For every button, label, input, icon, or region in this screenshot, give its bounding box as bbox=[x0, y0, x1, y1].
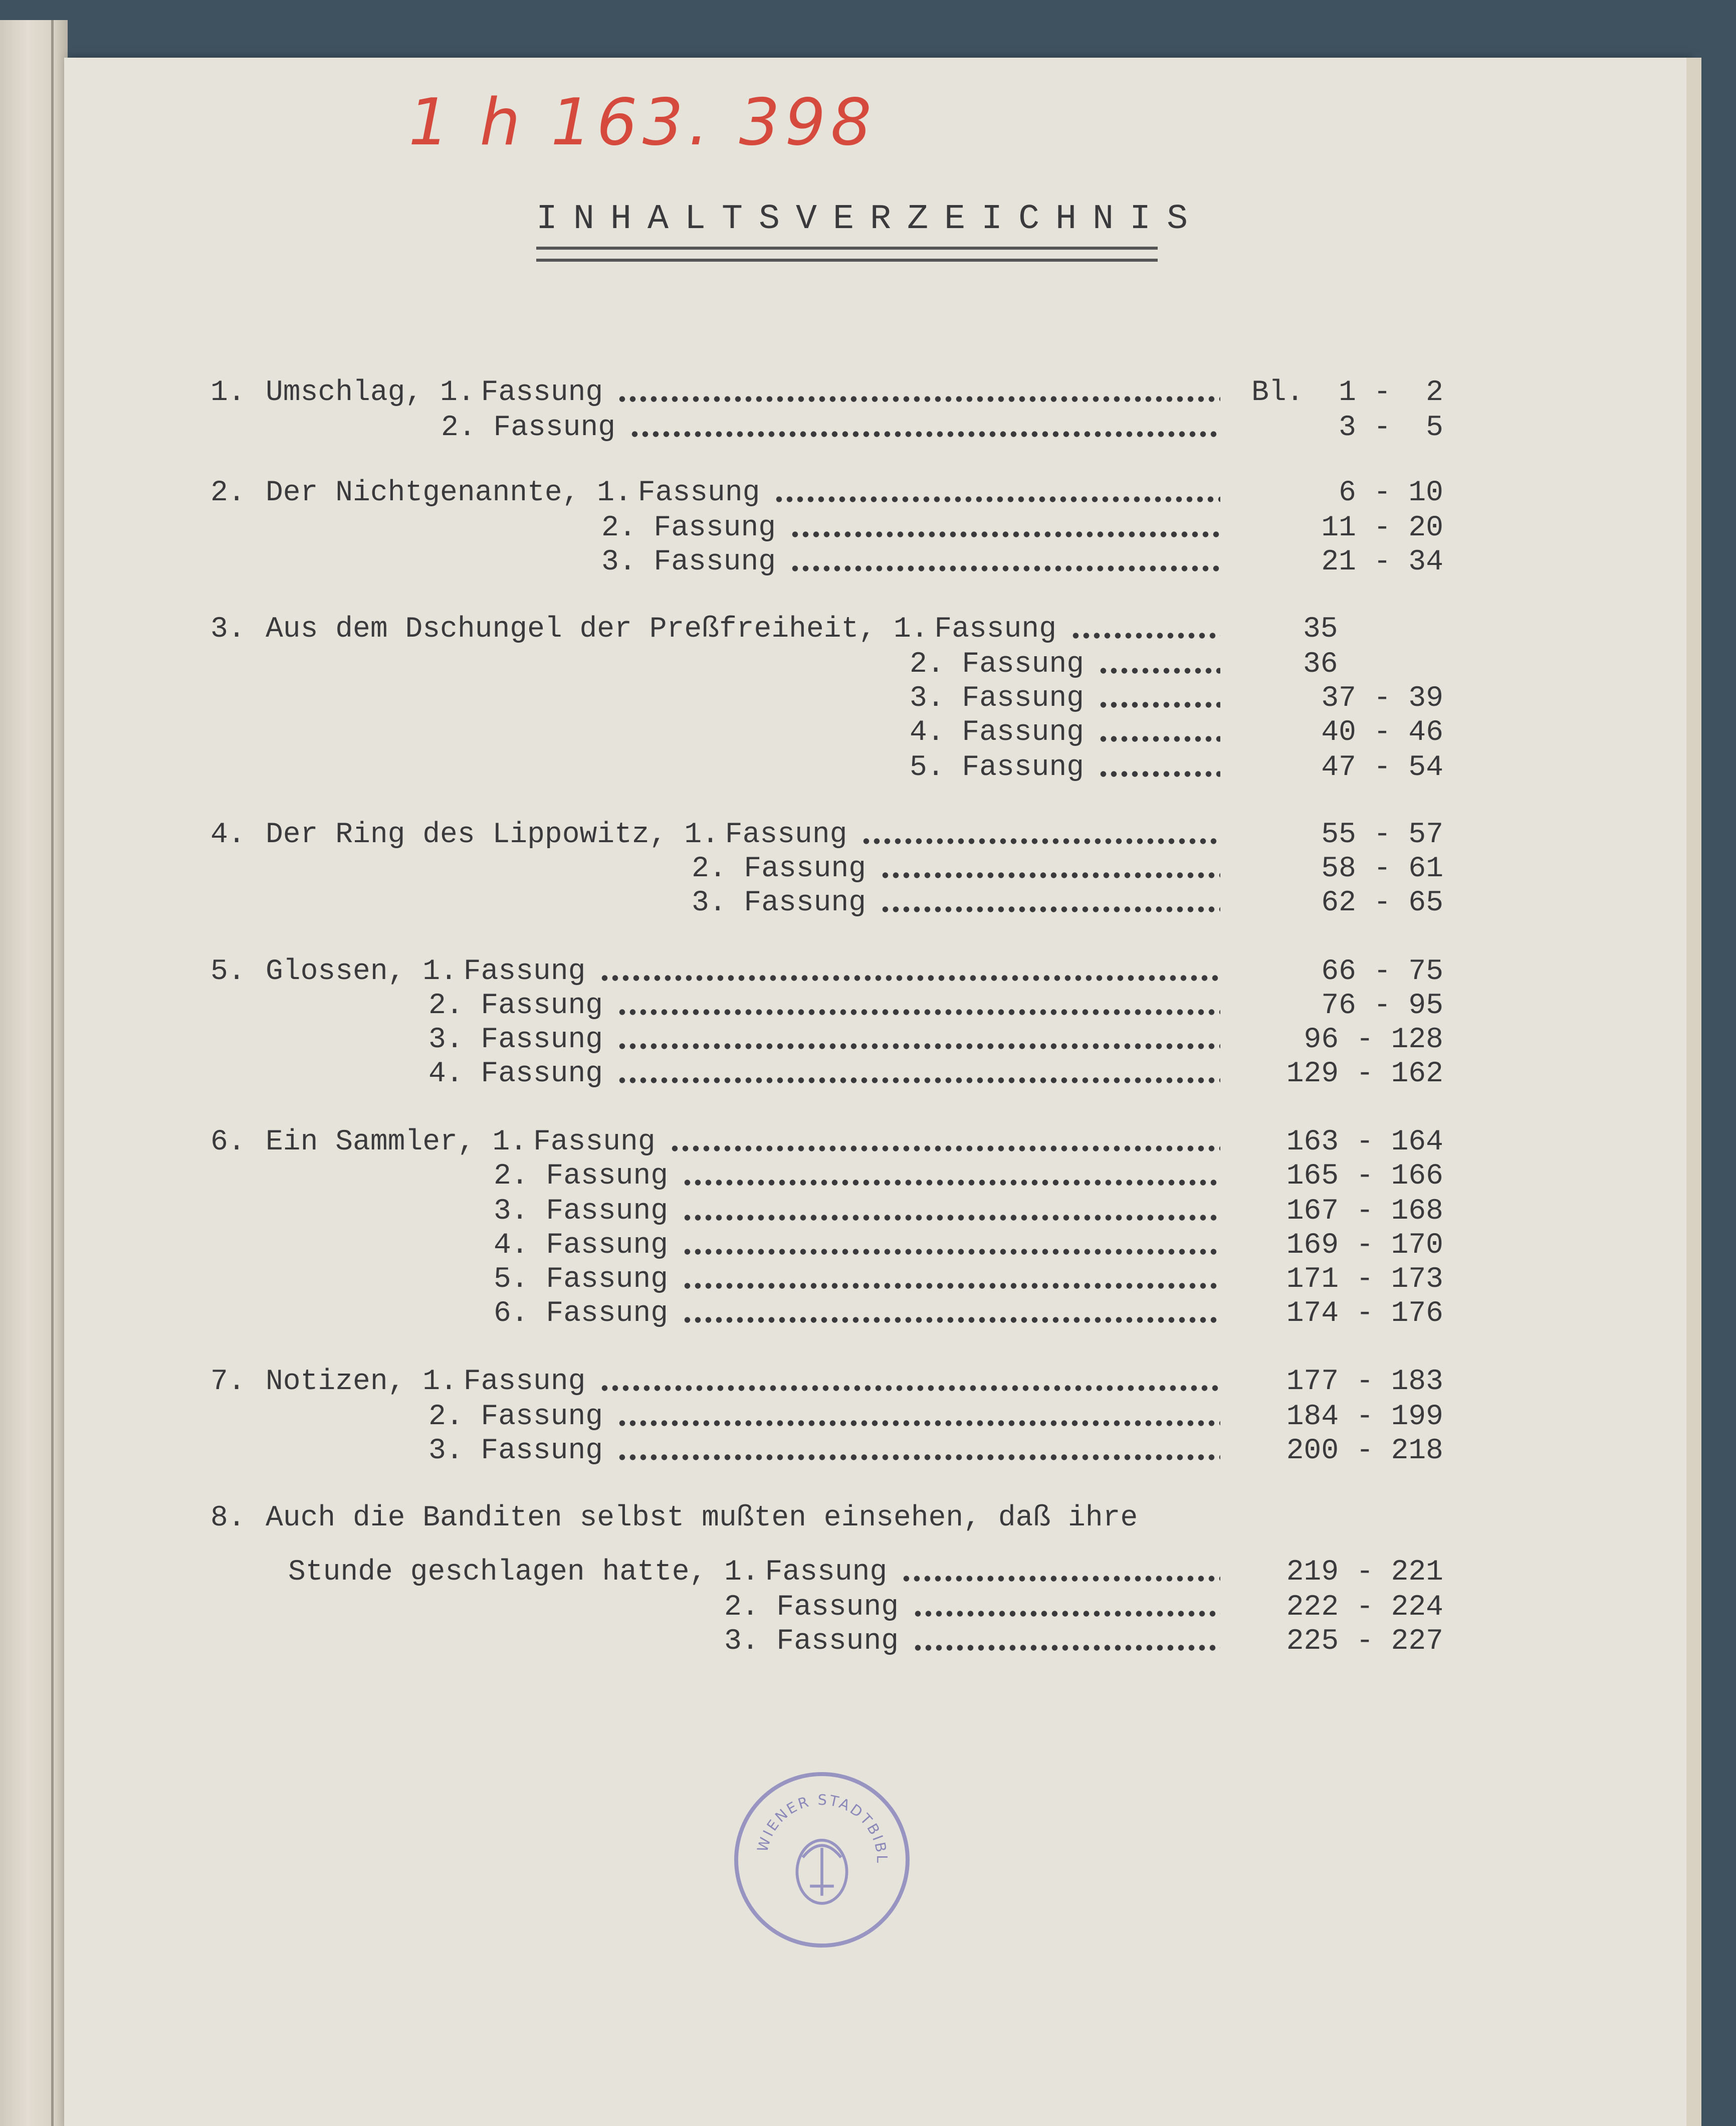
entry-version: 2. Fassung bbox=[724, 1591, 899, 1624]
dot-leader bbox=[617, 1454, 1220, 1461]
page-range: 3 - 5 bbox=[1339, 412, 1443, 444]
page-range: 55 - 57 bbox=[1321, 819, 1443, 851]
entry-version: 4. Fassung bbox=[428, 1058, 603, 1090]
page-range: 40 - 46 bbox=[1321, 716, 1443, 749]
dot-leader bbox=[617, 1420, 1220, 1427]
dot-leader bbox=[901, 1575, 1220, 1582]
entry-version: 3. Fassung bbox=[494, 1195, 669, 1228]
dot-leader bbox=[682, 1316, 1220, 1323]
dot-leader bbox=[1098, 701, 1220, 708]
entry-version: 2. Fassung bbox=[494, 1160, 669, 1193]
dot-leader bbox=[790, 531, 1220, 538]
page-range: 163 - 164 bbox=[1286, 1126, 1443, 1158]
page-range: 184 - 199 bbox=[1286, 1401, 1443, 1433]
page-range: 96 - 128 bbox=[1304, 1024, 1443, 1056]
dot-leader bbox=[682, 1248, 1220, 1255]
dot-leader bbox=[599, 975, 1220, 982]
page-range: 174 - 176 bbox=[1286, 1297, 1443, 1330]
dot-leader bbox=[1098, 667, 1220, 674]
entry-version: Fassung bbox=[765, 1556, 888, 1589]
dot-leader bbox=[790, 565, 1220, 572]
page-range: 219 - 221 bbox=[1286, 1556, 1443, 1589]
page-range: 165 - 166 bbox=[1286, 1160, 1443, 1193]
entry-version: Fassung bbox=[725, 819, 847, 851]
entry-version: 3. Fassung bbox=[910, 682, 1084, 715]
entry-number: 1. bbox=[210, 376, 246, 409]
page-range: 167 - 168 bbox=[1286, 1195, 1443, 1228]
stamp-label: WIENER STADTBIBL bbox=[753, 1791, 891, 1865]
entry-version: 3. Fassung bbox=[428, 1024, 603, 1056]
page-range: 6 - 10 bbox=[1339, 477, 1443, 509]
page-range: 37 - 39 bbox=[1321, 682, 1443, 715]
entry-version: Fassung bbox=[637, 477, 760, 509]
entry-title: Notizen, 1. bbox=[266, 1366, 458, 1398]
dot-leader bbox=[629, 431, 1220, 438]
dot-leader bbox=[682, 1282, 1220, 1289]
page-range: 129 - 162 bbox=[1286, 1058, 1443, 1090]
entry-version: 3. Fassung bbox=[724, 1625, 899, 1658]
svg-text:WIENER STADTBIBLIOTHEK bbox=[738, 1776, 891, 1865]
page-range: 66 - 75 bbox=[1321, 955, 1443, 988]
page-range: 62 - 65 bbox=[1321, 887, 1443, 919]
entry-version: 5. Fassung bbox=[910, 751, 1084, 784]
entry-number: 6. bbox=[210, 1126, 246, 1158]
entry-version: 4. Fassung bbox=[910, 716, 1084, 749]
entry-version: 5. Fassung bbox=[494, 1263, 669, 1296]
entry-number: 2. bbox=[210, 477, 246, 509]
page-range: 35 bbox=[1303, 613, 1338, 646]
page-range: 76 - 95 bbox=[1321, 990, 1443, 1022]
dot-leader bbox=[880, 872, 1220, 879]
page-range: 171 - 173 bbox=[1286, 1263, 1443, 1296]
page-range: Bl. 1 - 2 bbox=[1251, 376, 1443, 409]
entry-version: 3. Fassung bbox=[692, 887, 866, 919]
entry-version: Fassung bbox=[463, 955, 586, 988]
entry-title: Der Ring des Lippowitz, 1. bbox=[266, 819, 719, 851]
handwritten-signature: 1 h 163. 398 bbox=[408, 85, 877, 160]
dot-leader bbox=[617, 396, 1220, 403]
title-double-underline bbox=[536, 247, 1158, 262]
dot-leader bbox=[861, 838, 1220, 845]
dot-leader bbox=[913, 1644, 1220, 1651]
entry-version: Fassung bbox=[463, 1366, 586, 1398]
page-edge bbox=[1686, 58, 1701, 2126]
dot-leader bbox=[774, 496, 1220, 503]
entry-title: Glossen, 1. bbox=[266, 955, 458, 988]
entry-title: Aus dem Dschungel der Preßfreiheit, 1. bbox=[266, 613, 929, 646]
entry-version: 2. Fassung bbox=[428, 990, 603, 1022]
stamp-seal-icon bbox=[738, 1776, 906, 1944]
entry-number: 8. bbox=[210, 1502, 246, 1534]
entry-version: Fassung bbox=[934, 613, 1057, 646]
entry-title: Ein Sammler, 1. bbox=[266, 1126, 528, 1158]
dot-leader bbox=[880, 906, 1220, 913]
dot-leader bbox=[1098, 770, 1220, 778]
page-range: 177 - 183 bbox=[1286, 1366, 1443, 1398]
binding-spine bbox=[0, 20, 68, 2126]
library-stamp bbox=[734, 1772, 910, 1948]
dot-leader bbox=[617, 1009, 1220, 1016]
page-range: 11 - 20 bbox=[1321, 512, 1443, 544]
page-range: 36 bbox=[1303, 648, 1338, 681]
entry-version: 2. Fassung bbox=[910, 648, 1084, 681]
entry-version: Fassung bbox=[481, 376, 603, 409]
dot-leader bbox=[682, 1214, 1220, 1221]
page-range: 169 - 170 bbox=[1286, 1229, 1443, 1262]
page-range: 222 - 224 bbox=[1286, 1591, 1443, 1624]
dot-leader bbox=[1070, 632, 1220, 639]
dot-leader bbox=[617, 1077, 1220, 1084]
dot-leader bbox=[913, 1610, 1220, 1617]
entry-title: Auch die Banditen selbst mußten einsehen, daß ihre bbox=[266, 1502, 1138, 1534]
entry-version: 2. Fassung bbox=[692, 853, 866, 885]
entry-number: 5. bbox=[210, 955, 246, 988]
dot-leader bbox=[670, 1145, 1220, 1152]
dot-leader bbox=[599, 1385, 1220, 1392]
entry-title: Umschlag, 1. bbox=[266, 376, 475, 409]
entry-version: 3. Fassung bbox=[428, 1435, 603, 1467]
entry-version: 2. Fassung bbox=[428, 1401, 603, 1433]
entry-number: 7. bbox=[210, 1366, 246, 1398]
entry-version: Fassung bbox=[533, 1126, 656, 1158]
entry-number: 4. bbox=[210, 819, 246, 851]
page-range: 21 - 34 bbox=[1321, 546, 1443, 578]
page-range: 200 - 218 bbox=[1286, 1435, 1443, 1467]
page-range: 225 - 227 bbox=[1286, 1625, 1443, 1658]
page-range: 47 - 54 bbox=[1321, 751, 1443, 784]
entry-title: Stunde geschlagen hatte, 1. bbox=[288, 1556, 759, 1589]
page-title: INHALTSVERZEICHNIS bbox=[536, 200, 1204, 239]
entry-number: 3. bbox=[210, 613, 246, 646]
entry-version: 3. Fassung bbox=[601, 546, 776, 578]
entry-version: 4. Fassung bbox=[494, 1229, 669, 1262]
dot-leader bbox=[1098, 735, 1220, 742]
page-range: 58 - 61 bbox=[1321, 853, 1443, 885]
spine-fold-line bbox=[51, 20, 54, 2126]
dot-leader bbox=[617, 1043, 1220, 1050]
entry-version: 6. Fassung bbox=[494, 1297, 669, 1330]
entry-version: 2. Fassung bbox=[441, 412, 616, 444]
dot-leader bbox=[682, 1179, 1220, 1186]
entry-title: Der Nichtgenannte, 1. bbox=[266, 477, 632, 509]
entry-version: 2. Fassung bbox=[601, 512, 776, 544]
